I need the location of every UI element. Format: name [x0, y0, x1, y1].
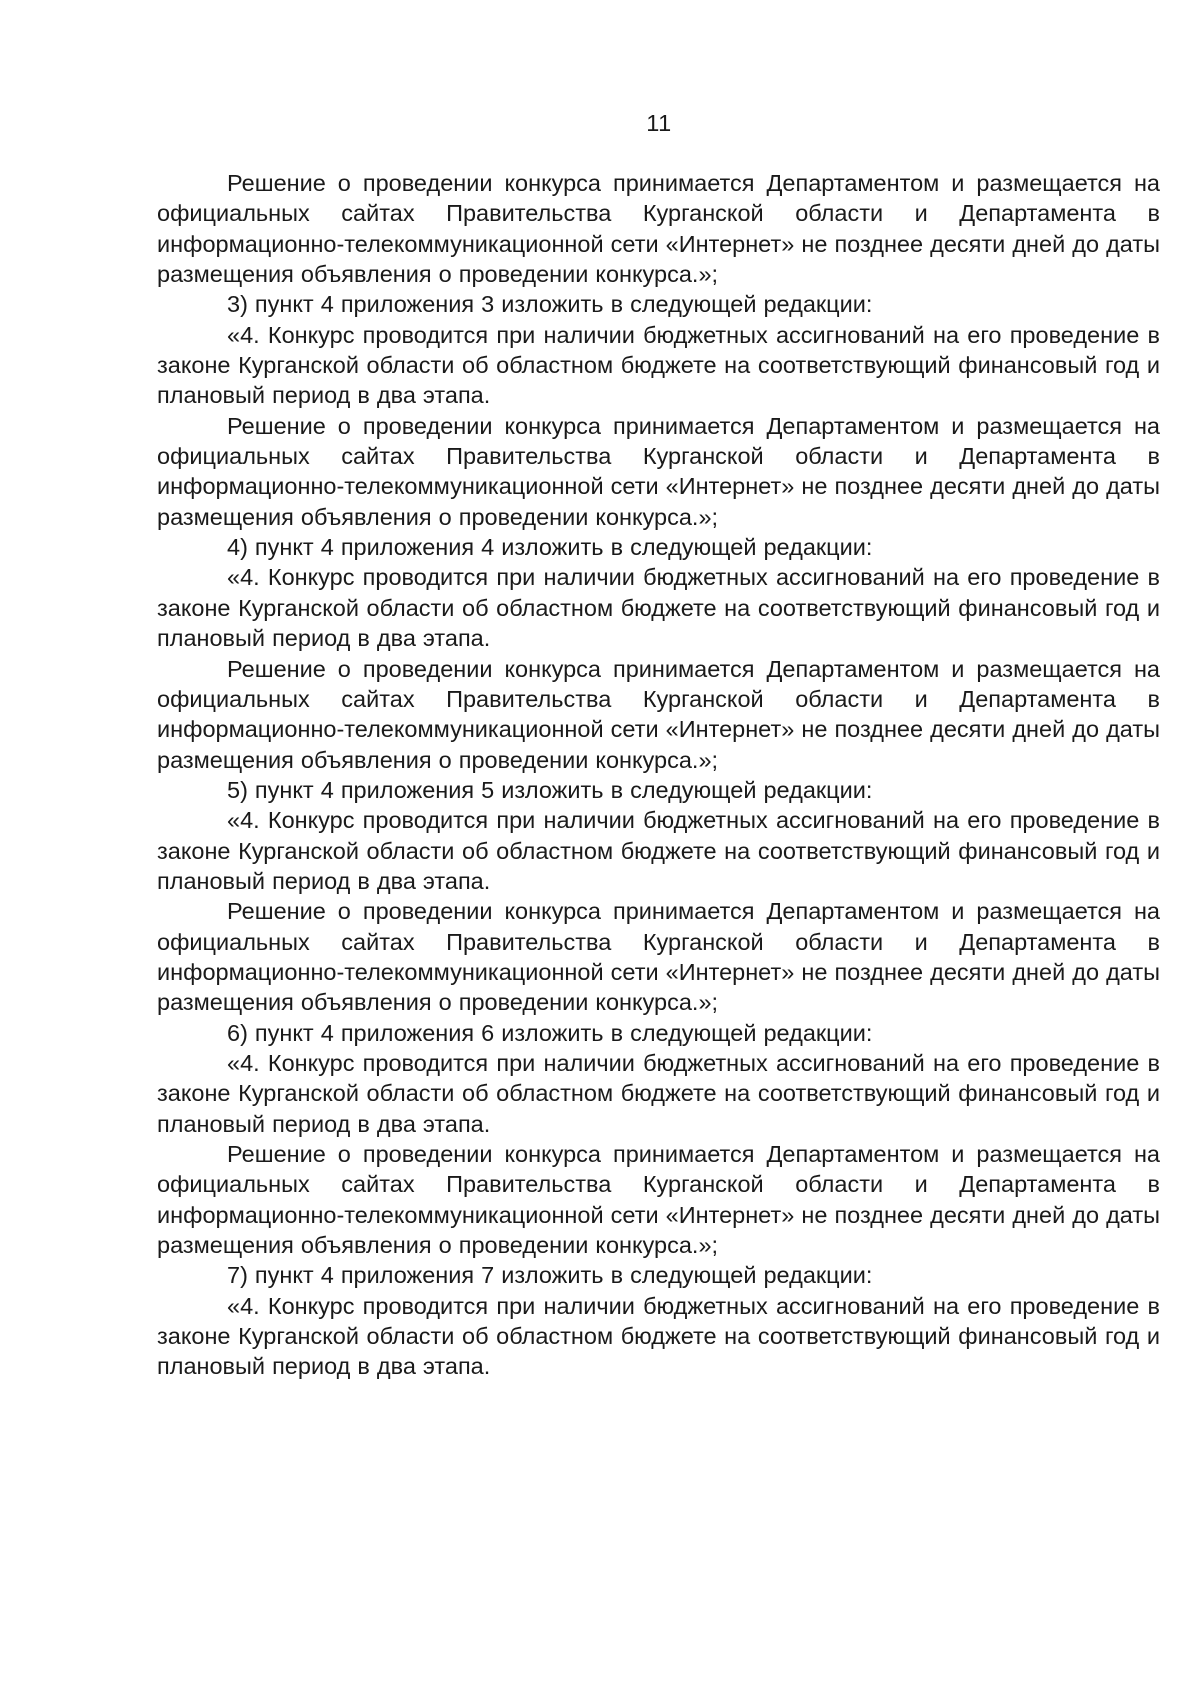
paragraph: 3) пункт 4 приложения 3 изложить в следующей редакции:	[227, 291, 873, 318]
paragraph: Решение о проведении конкурса принимается Департаментом и размещается на официальных сайтах Правительства Курганской области и Департамента в информационно-телекоммуникационной сети «Интернет» не позднее десяти дней до даты размещения объявления о проведении конкурса.»;	[157, 655, 1160, 773]
paragraph: Решение о проведении конкурса принимается Департаментом и размещается на официальных сайтах Правительства Курганской области и Департамента в информационно-телекоммуникационной сети «Интернет» не позднее десяти дней до даты размещения объявления о проведении конкурса.»;	[157, 170, 1160, 288]
paragraph: 5) пункт 4 приложения 5 изложить в следующей редакции:	[227, 776, 873, 803]
paragraph: «4. Конкурс проводится при наличии бюджетных ассигнований на его проведение в законе Курганской области об областном бюджете на соответствующий финансовый год и плановый период в два этапа.	[157, 1049, 1160, 1137]
paragraph: Решение о проведении конкурса принимается Департаментом и размещается на официальных сайтах Правительства Курганской области и Департамента в информационно-телекоммуникационной сети «Интернет» не позднее десяти дней до даты размещения объявления о проведении конкурса.»;	[157, 1141, 1160, 1259]
paragraph: «4. Конкурс проводится при наличии бюджетных ассигнований на его проведение в законе Курганской области об областном бюджете на соответствующий финансовый год и плановый период в два этапа.	[157, 807, 1160, 894]
paragraph: «4. Конкурс проводится при наличии бюджетных ассигнований на его проведение в законе Курганской области об областном бюджете на соответствующий финансовый год и плановый период в два этапа.	[157, 321, 1160, 409]
document-body	[157, 168, 1160, 1382]
paragraph: «4. Конкурс проводится при наличии бюджетных ассигнований на его проведение в законе Курганской области об областном бюджете на соответствующий финансовый год и плановый период в два этапа.	[157, 1292, 1160, 1380]
paragraph: 7) пункт 4 приложения 7 изложить в следующей редакции:	[227, 1262, 873, 1289]
paragraph: 6) пункт 4 приложения 6 изложить в следующей редакции:	[227, 1019, 873, 1046]
paragraph: Решение о проведении конкурса принимается Департаментом и размещается на официальных сайтах Правительства Курганской области и Департамента в информационно-телекоммуникационной сети «Интернет» не позднее десяти дней до даты размещения объявления о проведении конкурса.»;	[157, 898, 1160, 1016]
page-number: 11	[646, 110, 672, 136]
paragraph: «4. Конкурс проводится при наличии бюджетных ассигнований на его проведение в законе Курганской области об областном бюджете на соответствующий финансовый год и плановый период в два этапа.	[157, 564, 1160, 652]
paragraph: 4) пункт 4 приложения 4 изложить в следующей редакции:	[227, 534, 873, 561]
paragraph: Решение о проведении конкурса принимается Департаментом и размещается на официальных сайтах Правительства Курганской области и Департамента в информационно-телекоммуникационной сети «Интернет» не позднее десяти дней до даты размещения объявления о проведении конкурса.»;	[157, 412, 1160, 530]
